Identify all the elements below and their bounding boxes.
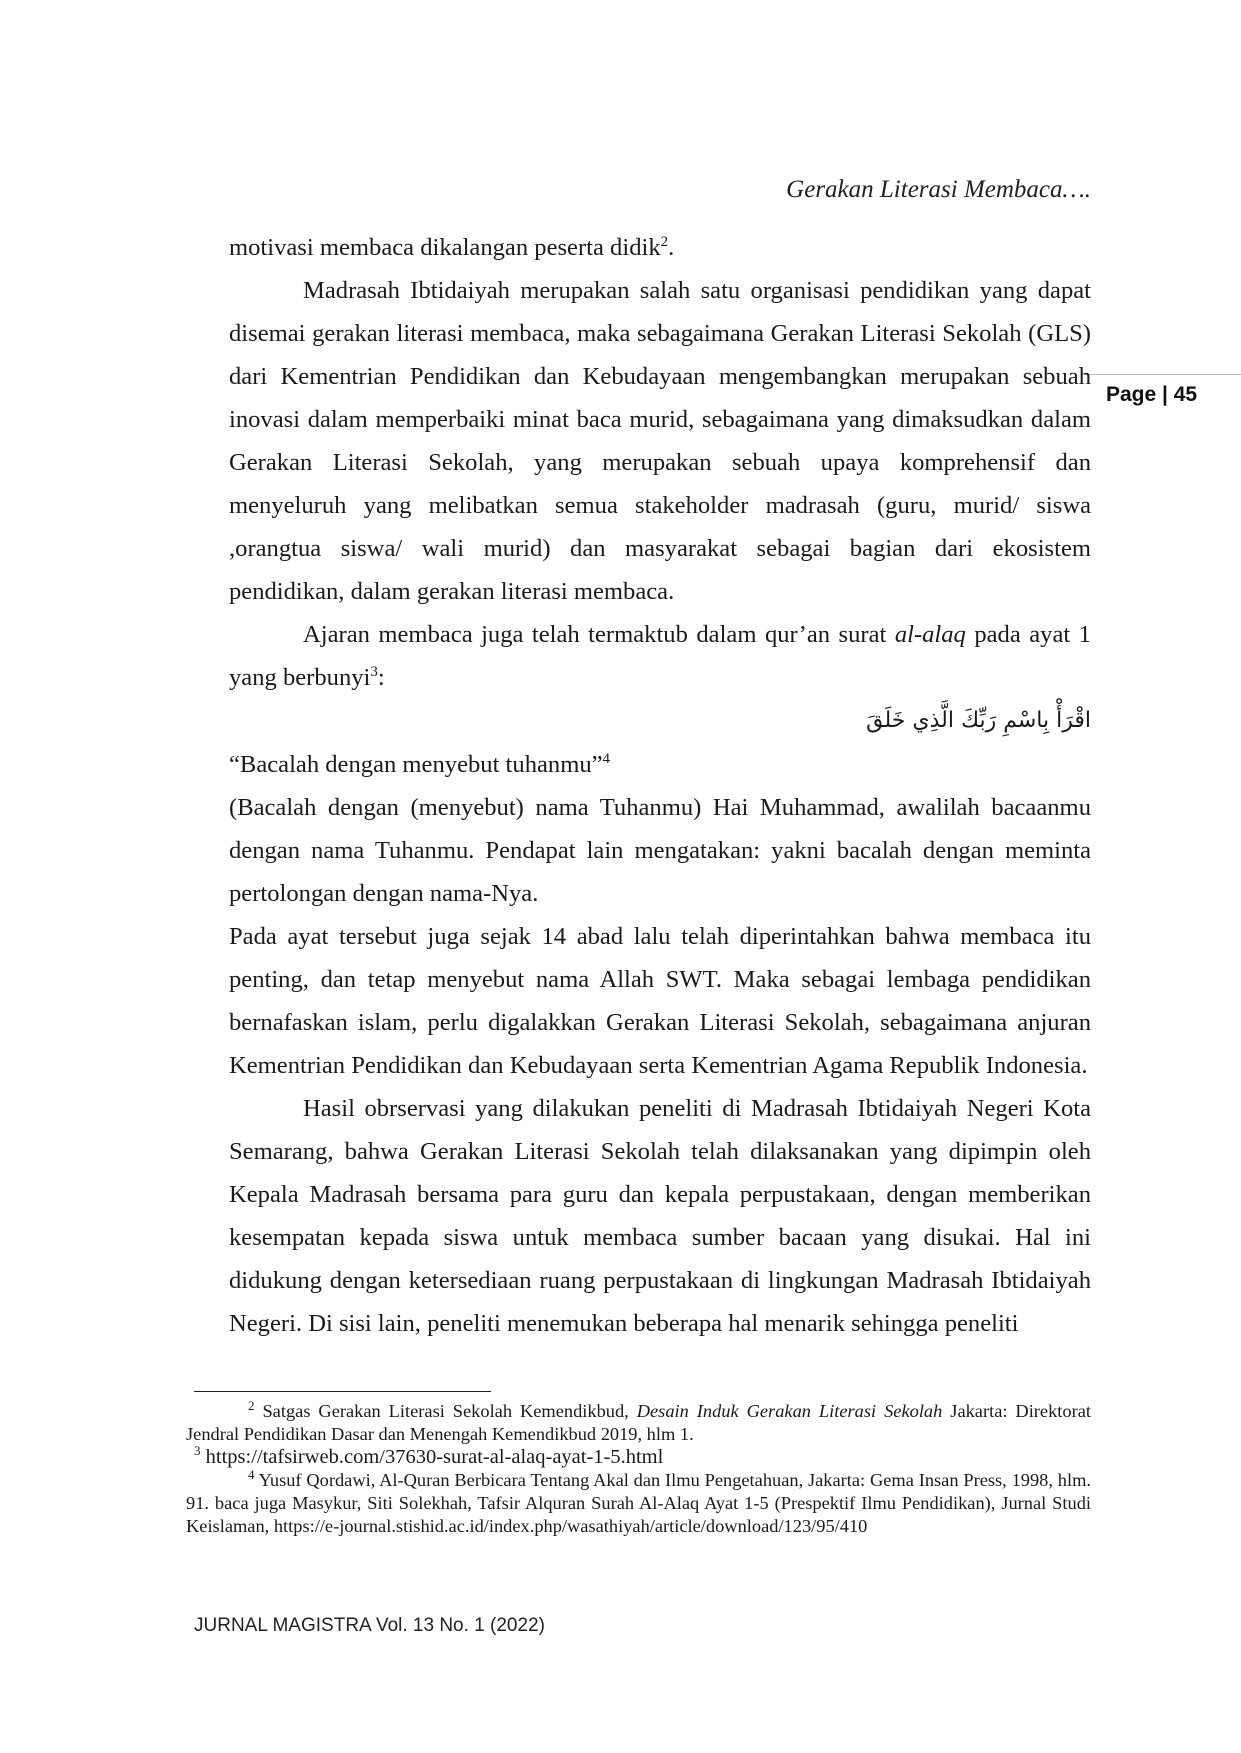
footnote-ref-3[interactable]: 3 [370, 663, 378, 680]
footnote-3-link[interactable]: https://tafsirweb.com/37630-surat-al-alaq-ayat-1-5.html [200, 1446, 664, 1468]
paragraph-1: motivasi membaca dikalangan peserta didik$^2$. [229, 233, 675, 261]
running-header-title: Gerakan Literasi Membaca…. [786, 176, 1091, 203]
page-number: Page | 45 [1106, 383, 1198, 406]
footnote-3: $^3$ https://tafsirweb.com/37630-surat-al-alaq-ayat-1-5.html [194, 1443, 664, 1468]
page-tab-divider [1084, 374, 1241, 375]
paragraph-3: Ajaran membaca juga telah termaktub dalam qur’an surat al-alaq pada ayat 1 yang berbunyi$^3$: [229, 621, 1091, 691]
journal-footer: JURNAL MAGISTRA Vol. 13 No. 1 (2022) [194, 1615, 545, 1636]
body-text [229, 226, 1091, 1345]
footnote-separator [194, 1391, 491, 1392]
footnotes [186, 1397, 1091, 1538]
footnote-ref-4[interactable]: 4 [602, 750, 611, 767]
paragraph-4: (Bacalah dengan (menyebut) nama Tuhanmu) Hai Muhammad, awalilah bacaanmu dengan nama Tuhanmu. Pendapat lain mengatakan: yakni bacalah dengan meminta pertolongan dengan nama-Nya. [229, 794, 1091, 907]
paragraph-6: Hasil obrservasi yang dilakukan peneliti di Madrasah Ibtidaiyah Negeri Kota Semarang, bahwa Gerakan Literasi Sekolah telah dilaksanakan yang dipimpin oleh Kepala Madrasah bersama para guru dan kepala perpustakaan, dengan memberikan kesempatan kepada siswa untuk membaca sumber bacaan yang disukai. Hal ini didukung dengan ketersediaan ruang perpustakaan di lingkungan Madrasah Ibtidaiyah Negeri. Di sisi lain, peneliti menemukan beberapa hal menarik sehingga peneliti [229, 1095, 1091, 1337]
footnote-4: $^4$ Yusuf Qordawi, Al-Quran Berbicara Tentang Akal dan Ilmu Pengetahuan, Jakarta: Gema Insan Press, 1998, hlm. 91. baca juga Masykur, Siti Solekhah, Tafsir Alquran Surah Al-Alaq Ayat 1-5 (Prespektif Ilmu Pendidikan), Jurnal Studi Keislaman, https://e-journal.stishid.ac.id/index.php/wasathiyah/article/download/123/95/410 [186, 1466, 1091, 1536]
arabic-verse: اقْرَأْ بِاسْمِ رَبِّكَ الَّذِي خَلَقَ [866, 708, 1091, 733]
verse-translation: “Bacalah dengan menyebut tuhanmu”$^4$ [229, 750, 611, 778]
footnote-2: $^2$ Satgas Gerakan Literasi Sekolah Kemendikbud, Desain Induk Gerakan Literasi Sekolah Jakarta: Direktorat Jendral Pendidikan Dasar dan Menengah Kemendikbud 2019, hlm 1. [186, 1397, 1091, 1444]
paragraph-2: Madrasah Ibtidaiyah merupakan salah satu organisasi pendidikan yang dapat disemai gerakan literasi membaca, maka sebagaimana Gerakan Literasi Sekolah (GLS) dari Kementrian Pendidikan dan Kebudayaan mengembangkan merupakan sebuah inovasi dalam memperbaiki minat baca murid, sebagaimana yang dimaksudkan dalam Gerakan Literasi Sekolah, yang merupakan sebuah upaya komprehensif dan menyeluruh yang melibatkan semua stakeholder madrasah (guru, murid/ siswa ,orangtua siswa/ wali murid) dan masyarakat sebagai bagian dari ekosistem pendidikan, dalam gerakan literasi membaca. [229, 277, 1091, 605]
footnote-ref-2[interactable]: 2 [660, 233, 669, 250]
paragraph-5: Pada ayat tersebut juga sejak 14 abad lalu telah diperintahkan bahwa membaca itu penting, dan tetap menyebut nama Allah SWT. Maka sebagai lembaga pendidikan bernafaskan islam, perlu digalakkan Gerakan Literasi Sekolah, sebagaimana anjuran Kementrian Pendidikan dan Kebudayaan serta Kementrian Agama Republik Indonesia. [229, 923, 1091, 1079]
